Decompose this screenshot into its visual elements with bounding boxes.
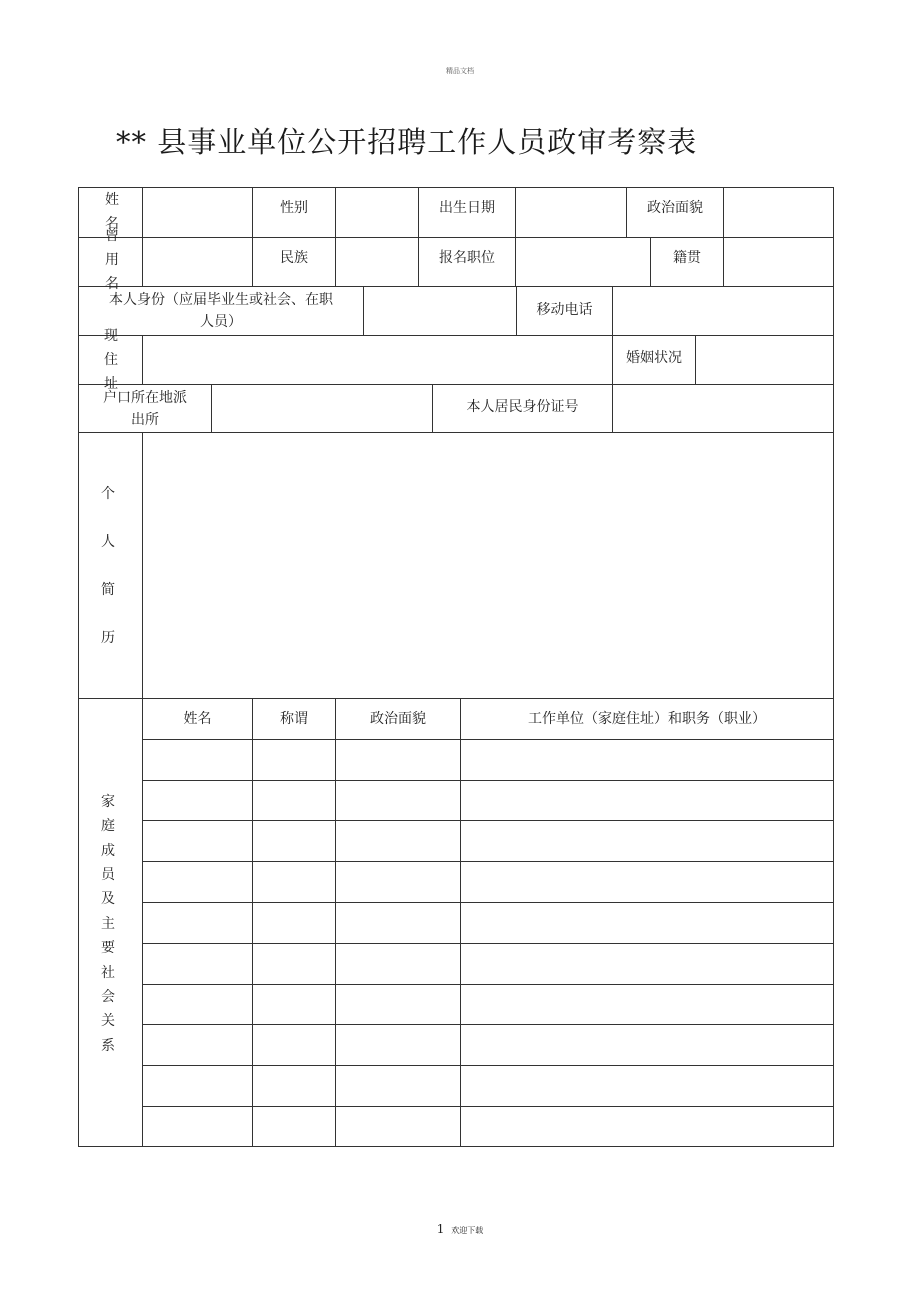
family-name-cell[interactable] (143, 985, 252, 1025)
ethnicity-field[interactable] (336, 238, 418, 286)
identity-label-line2: 人员） (200, 314, 242, 330)
former-name-label (96, 228, 128, 292)
family-relation-cell[interactable] (253, 821, 335, 862)
gender-field[interactable] (336, 188, 418, 237)
family-political-cell[interactable] (336, 903, 460, 944)
header-note: 精品文档 (446, 67, 474, 75)
address-label (96, 328, 126, 392)
label-char: 系 (101, 1037, 115, 1054)
label-char: 个 (101, 486, 115, 502)
family-name-cell[interactable] (143, 903, 252, 944)
label-char: 关 (101, 1013, 115, 1030)
label-char: 姓 (105, 192, 119, 208)
identity-label (79, 287, 363, 335)
label-char: 历 (101, 630, 115, 646)
native-place-label: 籍贯 (673, 250, 701, 266)
family-name-cell[interactable] (143, 1025, 252, 1066)
label-char: 会 (101, 989, 115, 1006)
label-char: 简 (101, 582, 115, 598)
marital-status-label: 婚姻状况 (626, 350, 682, 366)
family-label (100, 790, 116, 1058)
family-political-cell[interactable] (336, 1107, 460, 1146)
political-status-label: 政治面貌 (647, 200, 703, 216)
family-header-workplace: 工作单位（家庭住址）和职务（职业） (528, 711, 766, 727)
family-name-cell[interactable] (143, 862, 252, 903)
resume-label (98, 470, 118, 662)
identity-label-line1: 本人身份（应届毕业生或社会、在职 (109, 292, 333, 308)
label-char: 成 (101, 842, 115, 859)
label-char: 社 (101, 964, 115, 981)
family-workplace-cell[interactable] (461, 1066, 833, 1107)
police-station-line2: 出所 (131, 411, 159, 428)
family-relation-cell[interactable] (253, 903, 335, 944)
label-char: 家 (101, 793, 115, 810)
family-political-cell[interactable] (336, 944, 460, 985)
family-relation-cell[interactable] (253, 1066, 335, 1107)
family-workplace-cell[interactable] (461, 740, 833, 781)
native-place-field[interactable] (724, 238, 833, 286)
family-workplace-cell[interactable] (461, 1107, 833, 1146)
family-name-cell[interactable] (143, 781, 252, 821)
family-political-cell[interactable] (336, 781, 460, 821)
name-field[interactable] (143, 188, 252, 237)
family-header-relation: 称谓 (280, 711, 308, 727)
police-station-line1: 户口所在地派 (103, 389, 187, 406)
family-name-cell[interactable] (143, 1066, 252, 1107)
resume-field[interactable] (143, 433, 833, 698)
family-workplace-cell[interactable] (461, 944, 833, 985)
family-political-cell[interactable] (336, 1066, 460, 1107)
label-char: 人 (101, 534, 115, 550)
family-political-cell[interactable] (336, 821, 460, 862)
label-char: 及 (101, 891, 115, 908)
page-title: ** 县事业单位公开招聘工作人员政审考察表 (116, 125, 698, 159)
family-political-cell[interactable] (336, 985, 460, 1025)
police-station-field[interactable] (212, 385, 432, 432)
family-workplace-cell[interactable] (461, 862, 833, 903)
applied-position-label: 报名职位 (439, 250, 495, 266)
family-name-cell[interactable] (143, 821, 252, 862)
police-station-label (79, 385, 211, 432)
political-status-field[interactable] (724, 188, 833, 237)
label-char: 名 (105, 276, 119, 292)
family-relation-cell[interactable] (253, 862, 335, 903)
family-relation-cell[interactable] (253, 1107, 335, 1146)
family-political-cell[interactable] (336, 740, 460, 781)
family-relation-cell[interactable] (253, 985, 335, 1025)
label-char: 住 (104, 352, 118, 368)
page-footer (0, 1222, 920, 1236)
marital-status-field[interactable] (696, 336, 833, 384)
family-header-political: 政治面貌 (370, 711, 426, 727)
family-workplace-cell[interactable] (461, 985, 833, 1025)
id-number-label: 本人居民身份证号 (466, 399, 579, 415)
family-relation-cell[interactable] (253, 1025, 335, 1066)
gender-label: 性别 (280, 200, 308, 216)
family-workplace-cell[interactable] (461, 1025, 833, 1066)
birth-date-label: 出生日期 (439, 200, 495, 216)
family-political-cell[interactable] (336, 1025, 460, 1066)
id-number-field[interactable] (613, 385, 833, 432)
family-political-cell[interactable] (336, 862, 460, 903)
mobile-label: 移动电话 (536, 302, 593, 318)
family-relation-cell[interactable] (253, 781, 335, 821)
family-relation-cell[interactable] (253, 944, 335, 985)
label-char: 曾 (105, 228, 119, 244)
footer-text: 欢迎下载 (451, 1226, 484, 1235)
label-char: 庭 (101, 818, 115, 835)
identity-field[interactable] (364, 287, 516, 335)
mobile-field[interactable] (613, 287, 833, 335)
former-name-field[interactable] (143, 238, 252, 286)
label-char: 址 (104, 376, 118, 392)
border-bottom (78, 1146, 834, 1147)
ethnicity-label: 民族 (280, 250, 308, 266)
border-right (833, 187, 834, 1147)
family-workplace-cell[interactable] (461, 821, 833, 862)
family-name-cell[interactable] (143, 1107, 252, 1146)
family-header-name: 姓名 (183, 711, 212, 727)
birth-date-field[interactable] (516, 188, 626, 237)
address-field[interactable] (143, 336, 612, 384)
family-workplace-cell[interactable] (461, 781, 833, 821)
label-char: 现 (104, 328, 118, 344)
label-char: 主 (101, 915, 115, 932)
label-char: 员 (101, 866, 115, 883)
label-char: 用 (105, 252, 119, 268)
page-number: 1 (436, 1222, 445, 1236)
family-relation-cell[interactable] (253, 740, 335, 781)
label-char: 要 (101, 940, 115, 957)
family-name-cell[interactable] (143, 740, 252, 781)
family-workplace-cell[interactable] (461, 903, 833, 944)
family-name-cell[interactable] (143, 944, 252, 985)
applied-position-field[interactable] (516, 238, 650, 286)
label-char: 名 (105, 216, 119, 232)
